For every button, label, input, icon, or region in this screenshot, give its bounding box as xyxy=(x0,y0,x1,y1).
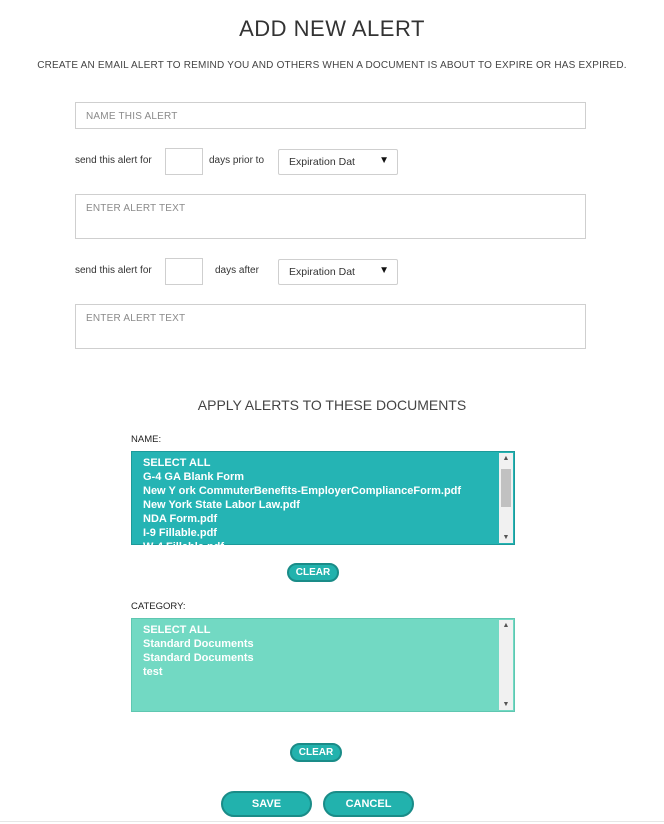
name-list-scrollbar[interactable] xyxy=(499,453,513,543)
alert1-text-input[interactable] xyxy=(75,194,586,239)
clear-categories-button[interactable]: CLEAR xyxy=(290,743,342,762)
alert-name-placeholder: NAME THIS ALERT xyxy=(86,111,178,122)
alert1-days-input[interactable] xyxy=(165,148,203,175)
list-item[interactable]: I-9 Fillable.pdf xyxy=(143,527,217,539)
select-all-option[interactable]: SELECT ALL xyxy=(143,457,211,469)
cancel-button[interactable]: CANCEL xyxy=(323,791,414,817)
bottom-divider xyxy=(0,821,664,822)
alert2-date-select-value: Expiration Dat xyxy=(289,266,355,278)
alert2-date-select[interactable] xyxy=(278,259,398,285)
alert2-text-placeholder: ENTER ALERT TEXT xyxy=(86,313,186,324)
document-category-list[interactable] xyxy=(131,618,515,712)
clear-names-button[interactable]: CLEAR xyxy=(287,563,339,582)
list-item[interactable]: New York State Labor Law.pdf xyxy=(143,499,300,511)
list-item[interactable]: test xyxy=(143,666,163,678)
list-item[interactable]: Standard Documents xyxy=(143,652,254,664)
list-item[interactable]: W-4 Fillable.pdf xyxy=(143,541,225,553)
alert1-text-placeholder: ENTER ALERT TEXT xyxy=(86,203,186,214)
alert1-date-select[interactable] xyxy=(278,149,398,175)
category-list-label: CATEGORY: xyxy=(131,601,186,612)
alert1-prefix-label: send this alert for xyxy=(75,155,152,166)
scroll-up-icon[interactable]: ▲ xyxy=(502,622,510,629)
scroll-down-icon[interactable]: ▼ xyxy=(502,701,510,708)
list-item[interactable]: New Y ork CommuterBenefits-EmployerComplianceForm.pdf xyxy=(143,485,462,497)
alert2-text-input[interactable] xyxy=(75,304,586,349)
alert2-prefix-label: send this alert for xyxy=(75,265,152,276)
category-list-scrollbar[interactable] xyxy=(499,620,513,710)
alert-name-input[interactable] xyxy=(75,102,586,129)
list-item[interactable]: G-4 GA Blank Form xyxy=(143,471,245,483)
select-all-option[interactable]: SELECT ALL xyxy=(143,624,211,636)
scroll-down-icon[interactable]: ▼ xyxy=(502,534,510,541)
scroll-up-icon[interactable]: ▲ xyxy=(502,455,510,462)
chevron-down-icon: ▼ xyxy=(379,155,389,166)
name-list-label: NAME: xyxy=(131,434,162,445)
list-item[interactable]: NDA Form.pdf xyxy=(143,513,218,525)
alert1-suffix-label: days prior to xyxy=(209,155,265,166)
alert2-suffix-label: days after xyxy=(215,265,259,276)
documents-heading: APPLY ALERTS TO THESE DOCUMENTS xyxy=(197,397,467,413)
page-subtitle: CREATE AN EMAIL ALERT TO REMIND YOU AND OTHERS WHEN A DOCUMENT IS ABOUT TO EXPIRE OR HAS EXPIRED. xyxy=(37,60,627,71)
document-name-list[interactable] xyxy=(131,451,515,553)
save-button[interactable]: SAVE xyxy=(221,791,312,817)
alert1-date-select-value: Expiration Dat xyxy=(289,156,355,168)
list-item[interactable]: Standard Documents xyxy=(143,638,254,650)
chevron-down-icon: ▼ xyxy=(379,265,389,276)
scroll-thumb[interactable] xyxy=(501,469,511,507)
page-title: ADD NEW ALERT xyxy=(239,16,425,41)
alert2-days-input[interactable] xyxy=(165,258,203,285)
